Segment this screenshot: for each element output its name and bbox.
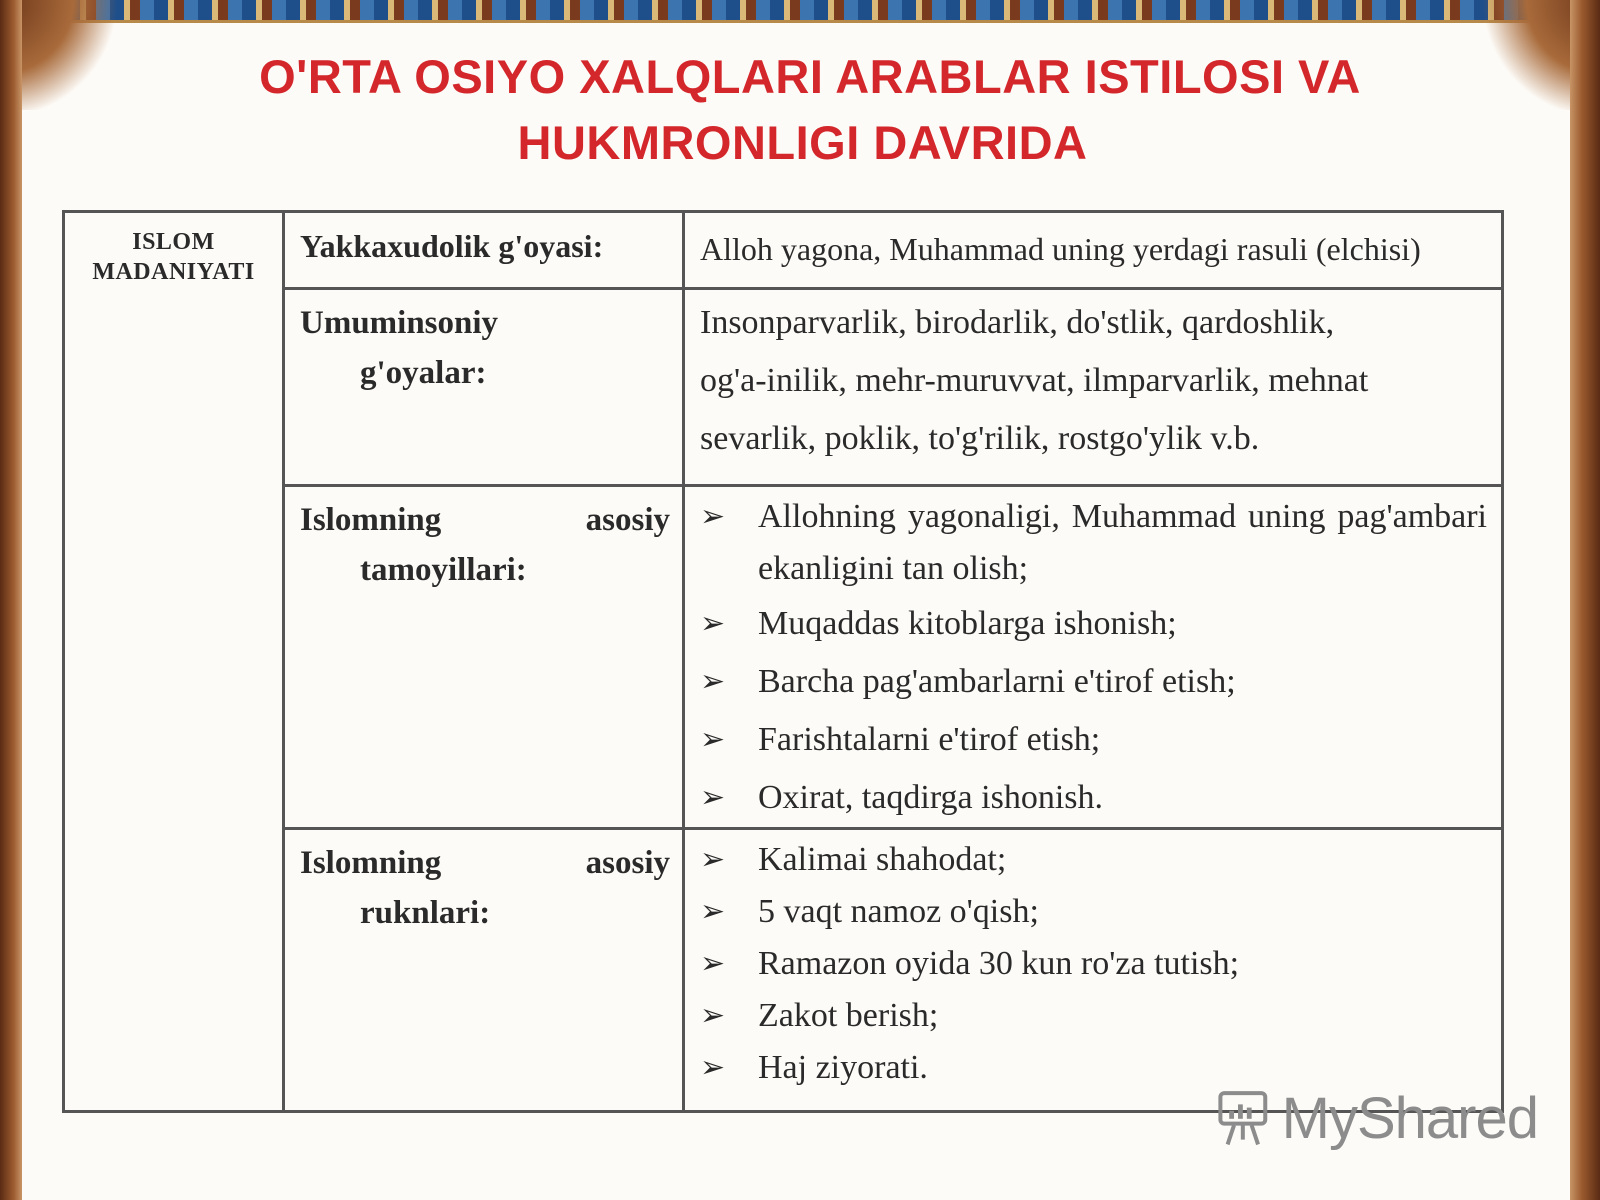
arrow-bullet-icon: ➢ [700, 606, 726, 641]
table-row [64, 212, 1503, 289]
list-item: ➢ Kalimai shahodat; [700, 834, 1487, 886]
arrow-bullet-icon: ➢ [700, 499, 726, 534]
myshared-watermark [1218, 1068, 1538, 1168]
row-label-line: g'oyalar: [360, 355, 487, 391]
row-content-cell [684, 289, 1503, 486]
slide-title [0, 44, 1600, 176]
arrow-bullet-icon: ➢ [700, 664, 726, 699]
list-item: ➢ Oxirat, taqdirga ishonish. [700, 769, 1487, 827]
list-item: ➢ Haj ziyorati. [700, 1042, 1487, 1094]
row-label-cell [284, 829, 684, 1112]
arrow-bullet-icon: ➢ [700, 894, 726, 929]
presentation-board-icon [1218, 1081, 1268, 1155]
side-header-cell [64, 212, 284, 1112]
content-line: sevarlik, poklik, to'g'rilik, rostgo'ylik v.b. [700, 420, 1260, 457]
row-label-cell [284, 289, 684, 486]
row-content-cell [684, 486, 1503, 829]
content-line: og'a-inilik, mehr-muruvvat, ilmparvarlik, mehnat [700, 362, 1369, 399]
row-content-text: Alloh yagona, Muhammad uning yerdagi rasuli (elchisi) [700, 231, 1421, 267]
list-item: ➢ 5 vaqt namoz o'qish; [700, 886, 1487, 938]
row-label-line: Islomning asosiy [300, 502, 670, 538]
row-label-cell [284, 212, 684, 289]
list-item: ➢ Farishtalarni e'tirof etish; [700, 711, 1487, 769]
row-label-cell [284, 486, 684, 829]
principles-list [700, 491, 1487, 827]
row-label-line: Umuminsoniy [300, 305, 499, 341]
arrow-bullet-icon: ➢ [700, 780, 726, 815]
list-item: ➢ Ramazon oyida 30 kun ro'za tutish; [700, 938, 1487, 990]
row-label-line: Yakkaxudolik g'oyasi: [300, 228, 604, 264]
title-line-1: O'RTA OSIYO XALQLARI ARABLAR ISTILOSI VA [259, 50, 1361, 103]
arrow-bullet-icon: ➢ [700, 842, 726, 877]
list-item: ➢ Allohning yagonaligi, Muhammad uning pag'ambari ekanligini tan olish; [700, 491, 1487, 595]
arrow-bullet-icon: ➢ [700, 946, 726, 981]
row-content-cell [684, 212, 1503, 289]
arrow-bullet-icon: ➢ [700, 998, 726, 1033]
row-label-line: ruknlari: [360, 895, 491, 931]
row-label-line: Islomning asosiy [300, 845, 670, 881]
ornament-left-border [0, 0, 22, 1200]
arrow-bullet-icon: ➢ [700, 722, 726, 757]
list-item: ➢ Barcha pag'ambarlarni e'tirof etish; [700, 653, 1487, 711]
ornament-top-border [22, 0, 1570, 23]
side-header-line-1: ISLOM [132, 229, 215, 255]
content-line: Insonparvarlik, birodarlik, do'stlik, qardoshlik, [700, 304, 1335, 341]
row-label-line: tamoyillari: [360, 552, 527, 588]
islam-culture-table [62, 210, 1504, 1113]
watermark-text: MyShared [1281, 1085, 1538, 1151]
ornament-right-border [1570, 0, 1600, 1200]
arrow-bullet-icon: ➢ [700, 1050, 726, 1085]
list-item: ➢ Zakot berish; [700, 990, 1487, 1042]
list-item: ➢ Muqaddas kitoblarga ishonish; [700, 595, 1487, 653]
side-header-line-2: MADANIYATI [92, 259, 255, 285]
title-line-2: HUKMRONLIGI DAVRIDA [517, 116, 1088, 169]
pillars-list [700, 834, 1487, 1094]
